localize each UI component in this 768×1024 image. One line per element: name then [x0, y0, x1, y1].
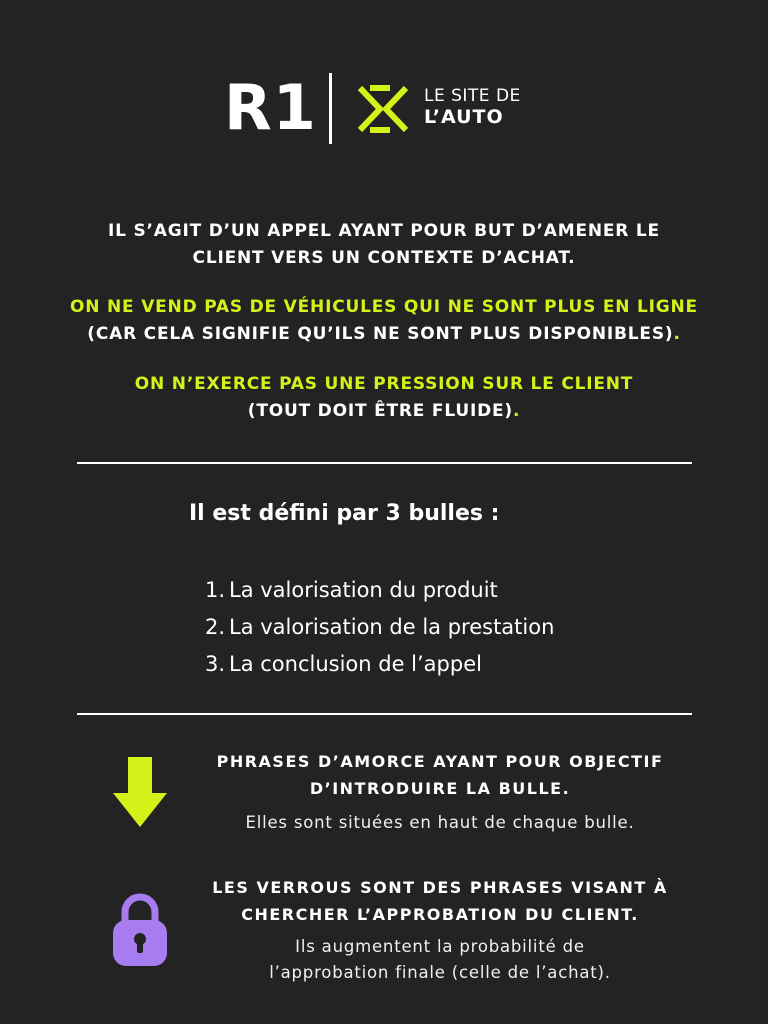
list-number: 2. — [205, 615, 226, 639]
divider-top — [77, 462, 692, 464]
amorce-title-line1: PHRASES D’AMORCE AYANT POUR OBJECTIF — [216, 752, 664, 771]
verrous-description-line1: Ils augmentent la probabilité de — [295, 937, 585, 956]
header — [0, 70, 768, 146]
rule1-dot: . — [673, 324, 681, 344]
verrous-description-line2: l’approbation finale (celle de l’achat). — [269, 963, 611, 982]
list-label: La valorisation de la prestation — [229, 615, 555, 639]
sc-monogram-icon — [356, 82, 410, 136]
lock-icon — [112, 890, 168, 966]
brand-line2: L’AUTO — [424, 106, 504, 128]
rule1-line1: ON NE VEND PAS DE VÉHICULES QUI NE SONT PLUS EN LIGNE — [70, 297, 698, 317]
brand-line1: LE SITE DE — [424, 86, 521, 106]
verrous-title-line1: LES VERROUS SONT DES PHRASES VISANT À — [212, 878, 668, 897]
list-label: La conclusion de l’appel — [229, 652, 482, 676]
definition-heading: Il est défini par 3 bulles : — [189, 501, 500, 526]
bubble-list — [205, 572, 554, 683]
list-item — [205, 646, 554, 683]
verrous-block — [180, 874, 700, 986]
list-number: 3. — [205, 652, 226, 676]
divider-bottom — [77, 713, 692, 715]
list-label: La valorisation du produit — [229, 578, 498, 602]
rule1-line2: (CAR CELA SIGNIFIE QU’ILS NE SONT PLUS DISPONIBLES) — [87, 324, 674, 344]
rule2-line2: (TOUT DOIT ÊTRE FLUIDE) — [247, 401, 513, 421]
intro-section — [0, 218, 768, 425]
brand-name — [424, 86, 521, 128]
intro-line1: IL S’AGIT D’UN APPEL AYANT POUR BUT D’AMENER LE — [108, 221, 660, 241]
rule2-line1: ON N’EXERCE PAS UNE PRESSION SUR LE CLIENT — [134, 374, 634, 394]
verrous-title-line2: CHERCHER L’APPROBATION DU CLIENT. — [241, 905, 639, 924]
list-item — [205, 572, 554, 609]
amorce-block — [180, 748, 700, 836]
amorce-description: Elles sont situées en haut de chaque bulle. — [245, 813, 635, 832]
arrow-down-icon — [113, 757, 167, 827]
list-item — [205, 609, 554, 646]
rule2-dot: . — [512, 401, 521, 421]
list-number: 1. — [205, 578, 226, 602]
header-divider — [329, 73, 332, 144]
r1-logo: R1 — [224, 71, 317, 144]
intro-line2: CLIENT VERS UN CONTEXTE D’ACHAT. — [192, 248, 576, 268]
amorce-title-line2: D’INTRODUIRE LA BULLE. — [309, 779, 571, 798]
